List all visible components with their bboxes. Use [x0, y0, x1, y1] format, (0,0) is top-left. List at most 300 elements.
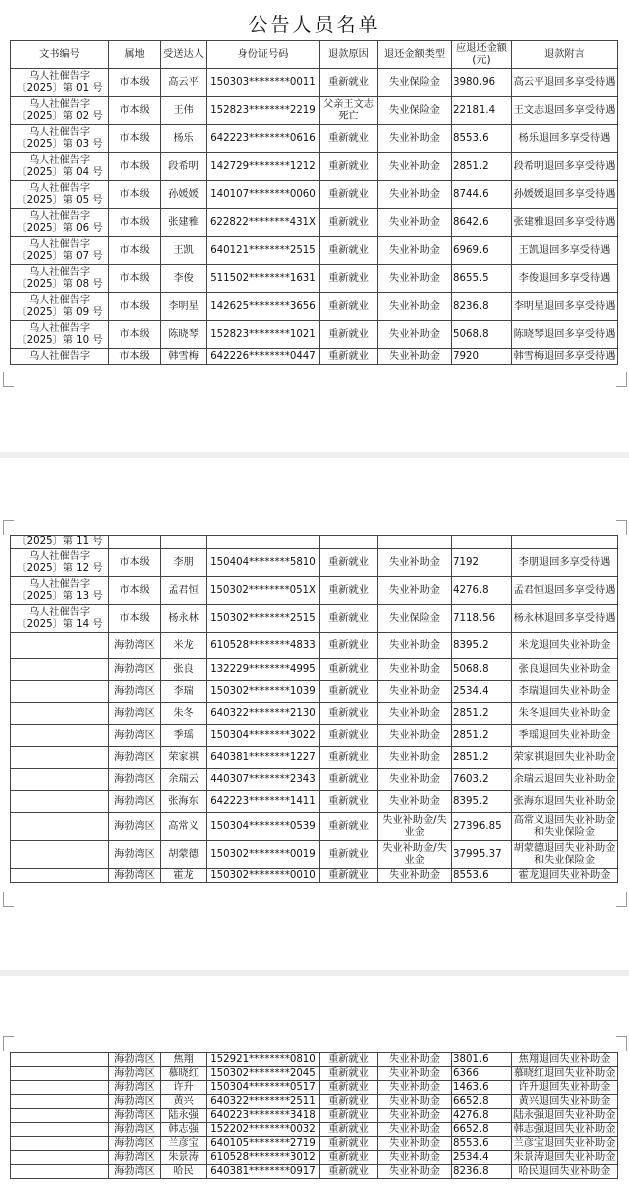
cell-refund-note: 张良退回失业补助金	[512, 659, 618, 681]
cell-doc-number	[11, 681, 109, 703]
cell-recipient: 孟君恒	[161, 577, 207, 605]
cell-refund-reason: 重新就业	[320, 1123, 378, 1137]
cell-refund-reason: 重新就业	[320, 681, 378, 703]
cell-id-number: 440307********2343	[207, 769, 320, 791]
cell-refund-reason: 重新就业	[320, 265, 378, 293]
cell-doc-number: 乌人社催告字〔2025〕第 05 号	[11, 181, 109, 209]
cell-refund-type: 失业补助金	[378, 1137, 452, 1151]
cell-recipient: 王凯	[161, 237, 207, 265]
cell-jurisdiction: 海勃湾区	[109, 659, 161, 681]
cell-refund-reason: 重新就业	[320, 293, 378, 321]
cell-refund-reason: 重新就业	[320, 791, 378, 813]
cell-id-number: 640105********2719	[207, 1137, 320, 1151]
page-corner-mark	[616, 892, 627, 907]
cell-doc-number	[11, 869, 109, 883]
cell-recipient: 陆永强	[161, 1109, 207, 1123]
cell-doc-number	[11, 1053, 109, 1067]
cell-refund-note: 朱景涛退回失业补助金	[512, 1151, 618, 1165]
cell-doc-number	[11, 1067, 109, 1081]
table-row	[11, 153, 618, 181]
cell-id-number: 640322********2130	[207, 703, 320, 725]
cell-refund-reason: 重新就业	[320, 321, 378, 349]
cell-refund-reason: 重新就业	[320, 1081, 378, 1095]
table-row	[11, 1095, 618, 1109]
table-row	[11, 659, 618, 681]
cell-jurisdiction: 海勃湾区	[109, 1123, 161, 1137]
table-row	[11, 1151, 618, 1165]
cell-recipient: 许升	[161, 1081, 207, 1095]
cell-doc-number	[11, 813, 109, 841]
cell-jurisdiction: 市本级	[109, 209, 161, 237]
cell-refund-type	[378, 536, 452, 549]
cell-recipient: 陈晓琴	[161, 321, 207, 349]
header-id-number: 身份证号码	[207, 41, 320, 69]
cell-jurisdiction: 海勃湾区	[109, 769, 161, 791]
cell-recipient: 杨乐	[161, 125, 207, 153]
table-row	[11, 1165, 618, 1179]
cell-refund-reason: 重新就业	[320, 1137, 378, 1151]
cell-refund-type: 失业补助金	[378, 181, 452, 209]
cell-jurisdiction: 市本级	[109, 69, 161, 97]
cell-refund-amount: 8655.5	[452, 265, 512, 293]
cell-refund-type: 失业补助金	[378, 1081, 452, 1095]
cell-doc-number	[11, 841, 109, 869]
cell-refund-amount: 8395.2	[452, 633, 512, 659]
cell-refund-note: 杨永林退回多享受待遇	[512, 605, 618, 633]
cell-doc-number: 乌人社催告字〔2025〕第 04 号	[11, 153, 109, 181]
cell-refund-note: 霍龙退回失业补助金	[512, 869, 618, 883]
cell-refund-reason: 重新就业	[320, 659, 378, 681]
cell-refund-note: 季瑶退回失业补助金	[512, 725, 618, 747]
cell-jurisdiction: 海勃湾区	[109, 813, 161, 841]
cell-refund-type: 失业补助金	[378, 1123, 452, 1137]
cell-refund-note: 米龙退回失业补助金	[512, 633, 618, 659]
cell-refund-reason: 重新就业	[320, 69, 378, 97]
cell-jurisdiction: 市本级	[109, 237, 161, 265]
cell-refund-reason: 重新就业	[320, 1067, 378, 1081]
cell-id-number: 640381********0917	[207, 1165, 320, 1179]
cell-recipient: 荣家祺	[161, 747, 207, 769]
cell-id-number: 150303********0011	[207, 69, 320, 97]
table-row	[11, 813, 618, 841]
header-refund-reason: 退款原因	[320, 41, 378, 69]
cell-refund-reason: 重新就业	[320, 153, 378, 181]
cell-refund-amount: 7920	[452, 349, 512, 365]
cell-doc-number: 乌人社催告字〔2025〕第 14 号	[11, 605, 109, 633]
cell-refund-type: 失业补助金	[378, 659, 452, 681]
cell-refund-reason: 重新就业	[320, 549, 378, 577]
cell-refund-amount: 6652.8	[452, 1095, 512, 1109]
notice-table-page-1	[10, 40, 618, 365]
cell-jurisdiction: 市本级	[109, 125, 161, 153]
cell-jurisdiction: 海勃湾区	[109, 725, 161, 747]
cell-jurisdiction: 海勃湾区	[109, 1095, 161, 1109]
cell-doc-number	[11, 1081, 109, 1095]
cell-refund-amount: 2851.2	[452, 725, 512, 747]
cell-id-number: 150302********1039	[207, 681, 320, 703]
cell-jurisdiction: 海勃湾区	[109, 869, 161, 883]
cell-refund-amount: 5068.8	[452, 321, 512, 349]
cell-refund-note: 王凯退回多享受待遇	[512, 237, 618, 265]
cell-jurisdiction: 海勃湾区	[109, 1109, 161, 1123]
table-row	[11, 725, 618, 747]
cell-jurisdiction: 市本级	[109, 181, 161, 209]
cell-doc-number	[11, 703, 109, 725]
cell-refund-reason: 重新就业	[320, 605, 378, 633]
cell-id-number: 640121********2515	[207, 237, 320, 265]
cell-refund-amount: 8236.8	[452, 1165, 512, 1179]
cell-refund-reason: 重新就业	[320, 813, 378, 841]
cell-refund-note: 张建雅退回多享受待遇	[512, 209, 618, 237]
cell-refund-type: 失业补助金	[378, 125, 452, 153]
cell-id-number: 610528********4833	[207, 633, 320, 659]
cell-doc-number	[11, 725, 109, 747]
cell-refund-amount: 6969.6	[452, 237, 512, 265]
cell-refund-type: 失业保险金	[378, 69, 452, 97]
cell-recipient	[161, 536, 207, 549]
cell-refund-type: 失业补助金	[378, 293, 452, 321]
page-corner-mark	[616, 520, 627, 535]
cell-recipient: 高云平	[161, 69, 207, 97]
cell-jurisdiction: 海勃湾区	[109, 1137, 161, 1151]
cell-refund-note: 兰彦宝退回失业补助金	[512, 1137, 618, 1151]
cell-refund-reason: 重新就业	[320, 237, 378, 265]
table-row	[11, 681, 618, 703]
cell-doc-number	[11, 1123, 109, 1137]
cell-recipient: 韩志强	[161, 1123, 207, 1137]
cell-refund-amount: 22181.4	[452, 97, 512, 125]
cell-refund-type: 失业补助金	[378, 1095, 452, 1109]
table-row	[11, 1053, 618, 1067]
notice-table-page-2	[10, 535, 618, 883]
cell-doc-number: 〔2025〕第 11 号	[11, 536, 109, 549]
cell-refund-type: 失业补助金	[378, 769, 452, 791]
cell-recipient: 杨永林	[161, 605, 207, 633]
cell-refund-type: 失业补助金/失业金	[378, 813, 452, 841]
cell-doc-number: 乌人社催告字〔2025〕第 10 号	[11, 321, 109, 349]
table-row	[11, 577, 618, 605]
table-row	[11, 321, 618, 349]
cell-refund-note: 孟君恒退回多享受待遇	[512, 577, 618, 605]
cell-id-number: 140107********0060	[207, 181, 320, 209]
table-row	[11, 633, 618, 659]
table-row	[11, 549, 618, 577]
cell-jurisdiction: 市本级	[109, 265, 161, 293]
cell-refund-reason: 重新就业	[320, 1095, 378, 1109]
cell-refund-type: 失业补助金	[378, 321, 452, 349]
cell-doc-number	[11, 1137, 109, 1151]
cell-refund-type: 失业补助金	[378, 703, 452, 725]
cell-refund-reason: 重新就业	[320, 577, 378, 605]
cell-refund-reason: 重新就业	[320, 209, 378, 237]
cell-jurisdiction: 海勃湾区	[109, 1151, 161, 1165]
table-row	[11, 181, 618, 209]
cell-refund-amount: 8395.2	[452, 791, 512, 813]
cell-refund-note: 李明星退回多享受待遇	[512, 293, 618, 321]
cell-refund-reason: 重新就业	[320, 181, 378, 209]
cell-jurisdiction: 海勃湾区	[109, 1081, 161, 1095]
cell-refund-type: 失业补助金	[378, 747, 452, 769]
cell-refund-reason	[320, 536, 378, 549]
cell-refund-type: 失业补助金	[378, 265, 452, 293]
cell-refund-amount: 2534.4	[452, 681, 512, 703]
cell-id-number: 150304********3022	[207, 725, 320, 747]
cell-refund-amount: 8553.6	[452, 125, 512, 153]
cell-id-number: 150304********0539	[207, 813, 320, 841]
cell-refund-type: 失业补助金	[378, 1109, 452, 1123]
cell-refund-note: 张海东退回失业补助金	[512, 791, 618, 813]
cell-refund-type: 失业补助金	[378, 209, 452, 237]
table-row	[11, 69, 618, 97]
cell-id-number: 152921********0810	[207, 1053, 320, 1067]
page-corner-mark	[3, 1036, 14, 1051]
cell-doc-number: 乌人社催告字〔2025〕第 13 号	[11, 577, 109, 605]
table-header-row	[11, 41, 618, 69]
table-row	[11, 1109, 618, 1123]
table-row	[11, 1137, 618, 1151]
cell-recipient: 朱景涛	[161, 1151, 207, 1165]
cell-refund-note: 韩雪梅退回多享受待遇	[512, 349, 618, 365]
cell-recipient: 哈民	[161, 1165, 207, 1179]
cell-recipient: 高常义	[161, 813, 207, 841]
cell-recipient: 李明星	[161, 293, 207, 321]
table-row	[11, 1067, 618, 1081]
cell-id-number: 142729********1212	[207, 153, 320, 181]
cell-refund-amount: 3980.96	[452, 69, 512, 97]
cell-refund-type: 失业补助金	[378, 869, 452, 883]
cell-jurisdiction: 市本级	[109, 321, 161, 349]
header-refund-note: 退款附言	[512, 41, 618, 69]
cell-refund-note: 焦翔退回失业补助金	[512, 1053, 618, 1067]
cell-refund-type: 失业补助金	[378, 791, 452, 813]
cell-refund-amount: 1463.6	[452, 1081, 512, 1095]
cell-id-number: 642223********0616	[207, 125, 320, 153]
page-gap	[0, 452, 629, 458]
cell-refund-reason: 重新就业	[320, 125, 378, 153]
cell-jurisdiction: 海勃湾区	[109, 841, 161, 869]
cell-refund-type: 失业补助金	[378, 349, 452, 365]
cell-refund-reason: 重新就业	[320, 349, 378, 365]
header-refund-amount: 应退还金额(元)	[452, 41, 512, 69]
cell-refund-type: 失业补助金	[378, 549, 452, 577]
cell-refund-amount: 37995.37	[452, 841, 512, 869]
cell-recipient: 李朋	[161, 549, 207, 577]
cell-id-number: 642226********0447	[207, 349, 320, 365]
table-row	[11, 791, 618, 813]
cell-recipient: 张海东	[161, 791, 207, 813]
table-row	[11, 125, 618, 153]
cell-doc-number: 乌人社催告字〔2025〕第 07 号	[11, 237, 109, 265]
cell-refund-type: 失业补助金	[378, 237, 452, 265]
cell-refund-note: 胡蒙德退回失业补助金和失业保险金	[512, 841, 618, 869]
cell-refund-note: 陆永强退回失业补助金	[512, 1109, 618, 1123]
cell-jurisdiction: 海勃湾区	[109, 681, 161, 703]
cell-id-number: 622822********431X	[207, 209, 320, 237]
cell-recipient: 季瑶	[161, 725, 207, 747]
cell-refund-note: 陈晓琴退回多享受待遇	[512, 321, 618, 349]
cell-refund-reason: 重新就业	[320, 1053, 378, 1067]
cell-recipient: 李俊	[161, 265, 207, 293]
cell-refund-amount: 6366	[452, 1067, 512, 1081]
cell-recipient: 朱冬	[161, 703, 207, 725]
notice-table-page-3	[10, 1052, 618, 1179]
cell-jurisdiction: 市本级	[109, 293, 161, 321]
cell-recipient: 黄兴	[161, 1095, 207, 1109]
cell-refund-note: 高云平退回多享受待遇	[512, 69, 618, 97]
cell-jurisdiction	[109, 536, 161, 549]
cell-refund-amount: 2851.2	[452, 747, 512, 769]
cell-refund-note: 段希明退回多享受待遇	[512, 153, 618, 181]
table-row	[11, 1123, 618, 1137]
cell-doc-number	[11, 659, 109, 681]
cell-id-number: 150302********0019	[207, 841, 320, 869]
cell-refund-amount: 8553.6	[452, 869, 512, 883]
cell-recipient: 孙媛媛	[161, 181, 207, 209]
cell-refund-type: 失业补助金	[378, 725, 452, 747]
table-row	[11, 293, 618, 321]
cell-refund-reason: 重新就业	[320, 841, 378, 869]
cell-id-number: 152823********1021	[207, 321, 320, 349]
cell-doc-number: 乌人社催告字〔2025〕第 09 号	[11, 293, 109, 321]
cell-refund-amount: 5068.8	[452, 659, 512, 681]
cell-refund-type: 失业补助金	[378, 1067, 452, 1081]
table-row	[11, 536, 618, 549]
cell-refund-amount: 27396.85	[452, 813, 512, 841]
cell-refund-note	[512, 536, 618, 549]
cell-refund-note: 李瑞退回失业补助金	[512, 681, 618, 703]
table-row	[11, 703, 618, 725]
cell-id-number: 640322********2511	[207, 1095, 320, 1109]
cell-id-number: 142625********3656	[207, 293, 320, 321]
cell-refund-note: 朱冬退回失业补助金	[512, 703, 618, 725]
cell-refund-reason: 重新就业	[320, 769, 378, 791]
table-row	[11, 769, 618, 791]
cell-refund-reason: 重新就业	[320, 1165, 378, 1179]
cell-recipient: 张良	[161, 659, 207, 681]
cell-refund-note: 余瑞云退回失业补助金	[512, 769, 618, 791]
cell-doc-number: 乌人社催告字〔2025〕第 06 号	[11, 209, 109, 237]
cell-jurisdiction: 市本级	[109, 153, 161, 181]
page-corner-mark	[616, 1036, 627, 1051]
cell-refund-amount	[452, 536, 512, 549]
cell-id-number: 640223********3418	[207, 1109, 320, 1123]
table-row	[11, 349, 618, 365]
cell-refund-note: 哈民退回失业补助金	[512, 1165, 618, 1179]
cell-refund-amount: 4276.8	[452, 1109, 512, 1123]
cell-id-number: 642223********1411	[207, 791, 320, 813]
cell-refund-note: 王文志退回多享受待遇	[512, 97, 618, 125]
cell-refund-reason: 父亲王文志死亡	[320, 97, 378, 125]
cell-doc-number: 乌人社催告字〔2025〕第 02 号	[11, 97, 109, 125]
cell-id-number: 150302********0010	[207, 869, 320, 883]
cell-id-number: 150302********051X	[207, 577, 320, 605]
cell-refund-type: 失业补助金	[378, 681, 452, 703]
cell-jurisdiction: 海勃湾区	[109, 1067, 161, 1081]
table-row	[11, 747, 618, 769]
cell-refund-note: 韩志强退回失业补助金	[512, 1123, 618, 1137]
cell-refund-amount: 8553.6	[452, 1137, 512, 1151]
cell-refund-type: 失业补助金	[378, 577, 452, 605]
cell-refund-note: 慕晓红退回失业补助金	[512, 1067, 618, 1081]
cell-recipient: 韩雪梅	[161, 349, 207, 365]
table-row	[11, 1081, 618, 1095]
cell-id-number: 610528********3012	[207, 1151, 320, 1165]
cell-jurisdiction: 海勃湾区	[109, 791, 161, 813]
header-recipient: 受送达人	[161, 41, 207, 69]
cell-id-number: 152823********2219	[207, 97, 320, 125]
table-row	[11, 97, 618, 125]
cell-jurisdiction: 市本级	[109, 549, 161, 577]
cell-doc-number	[11, 1151, 109, 1165]
cell-refund-amount: 6652.8	[452, 1123, 512, 1137]
cell-id-number: 152202********0032	[207, 1123, 320, 1137]
cell-refund-amount: 7192	[452, 549, 512, 577]
cell-refund-note: 孙媛媛退回多享受待遇	[512, 181, 618, 209]
cell-refund-amount: 3801.6	[452, 1053, 512, 1067]
cell-refund-amount: 8236.8	[452, 293, 512, 321]
cell-id-number: 511502********1631	[207, 265, 320, 293]
cell-id-number: 150302********2515	[207, 605, 320, 633]
cell-refund-amount: 8642.6	[452, 209, 512, 237]
cell-doc-number: 乌人社催告字〔2025〕第 12 号	[11, 549, 109, 577]
cell-refund-type: 失业补助金	[378, 1151, 452, 1165]
cell-refund-amount: 2851.2	[452, 153, 512, 181]
cell-refund-type: 失业补助金	[378, 1165, 452, 1179]
table-row	[11, 265, 618, 293]
cell-jurisdiction: 海勃湾区	[109, 703, 161, 725]
cell-doc-number	[11, 1109, 109, 1123]
header-jurisdiction: 属地	[109, 41, 161, 69]
cell-jurisdiction: 海勃湾区	[109, 633, 161, 659]
cell-refund-amount: 4276.8	[452, 577, 512, 605]
cell-refund-amount: 2851.2	[452, 703, 512, 725]
table-row	[11, 841, 618, 869]
cell-jurisdiction: 市本级	[109, 577, 161, 605]
cell-refund-amount: 8744.6	[452, 181, 512, 209]
cell-refund-amount: 7603.2	[452, 769, 512, 791]
cell-id-number: 150304********0517	[207, 1081, 320, 1095]
table-row	[11, 869, 618, 883]
cell-jurisdiction: 市本级	[109, 349, 161, 365]
cell-recipient: 慕晓红	[161, 1067, 207, 1081]
cell-refund-note: 高常义退回失业补助金和失业保险金	[512, 813, 618, 841]
page-title: 公告人员名单	[248, 14, 381, 36]
table-row	[11, 237, 618, 265]
page-corner-mark	[3, 372, 14, 387]
cell-refund-amount: 7118.56	[452, 605, 512, 633]
cell-doc-number: 乌人社催告字〔2025〕第 03 号	[11, 125, 109, 153]
cell-refund-type: 失业补助金	[378, 633, 452, 659]
page-corner-mark	[616, 372, 627, 387]
cell-refund-reason: 重新就业	[320, 869, 378, 883]
cell-refund-reason: 重新就业	[320, 703, 378, 725]
cell-recipient: 王伟	[161, 97, 207, 125]
cell-doc-number	[11, 791, 109, 813]
cell-recipient: 焦翔	[161, 1053, 207, 1067]
header-refund-type: 退还金额类型	[378, 41, 452, 69]
cell-id-number: 640381********1227	[207, 747, 320, 769]
cell-doc-number	[11, 769, 109, 791]
cell-refund-type: 失业补助金	[378, 1053, 452, 1067]
cell-refund-type: 失业补助金	[378, 153, 452, 181]
cell-refund-type: 失业补助金/失业金	[378, 841, 452, 869]
cell-jurisdiction: 海勃湾区	[109, 1165, 161, 1179]
cell-refund-reason: 重新就业	[320, 1151, 378, 1165]
page-corner-mark	[3, 520, 14, 535]
page-corner-mark	[3, 892, 14, 907]
cell-doc-number	[11, 633, 109, 659]
cell-doc-number	[11, 1165, 109, 1179]
